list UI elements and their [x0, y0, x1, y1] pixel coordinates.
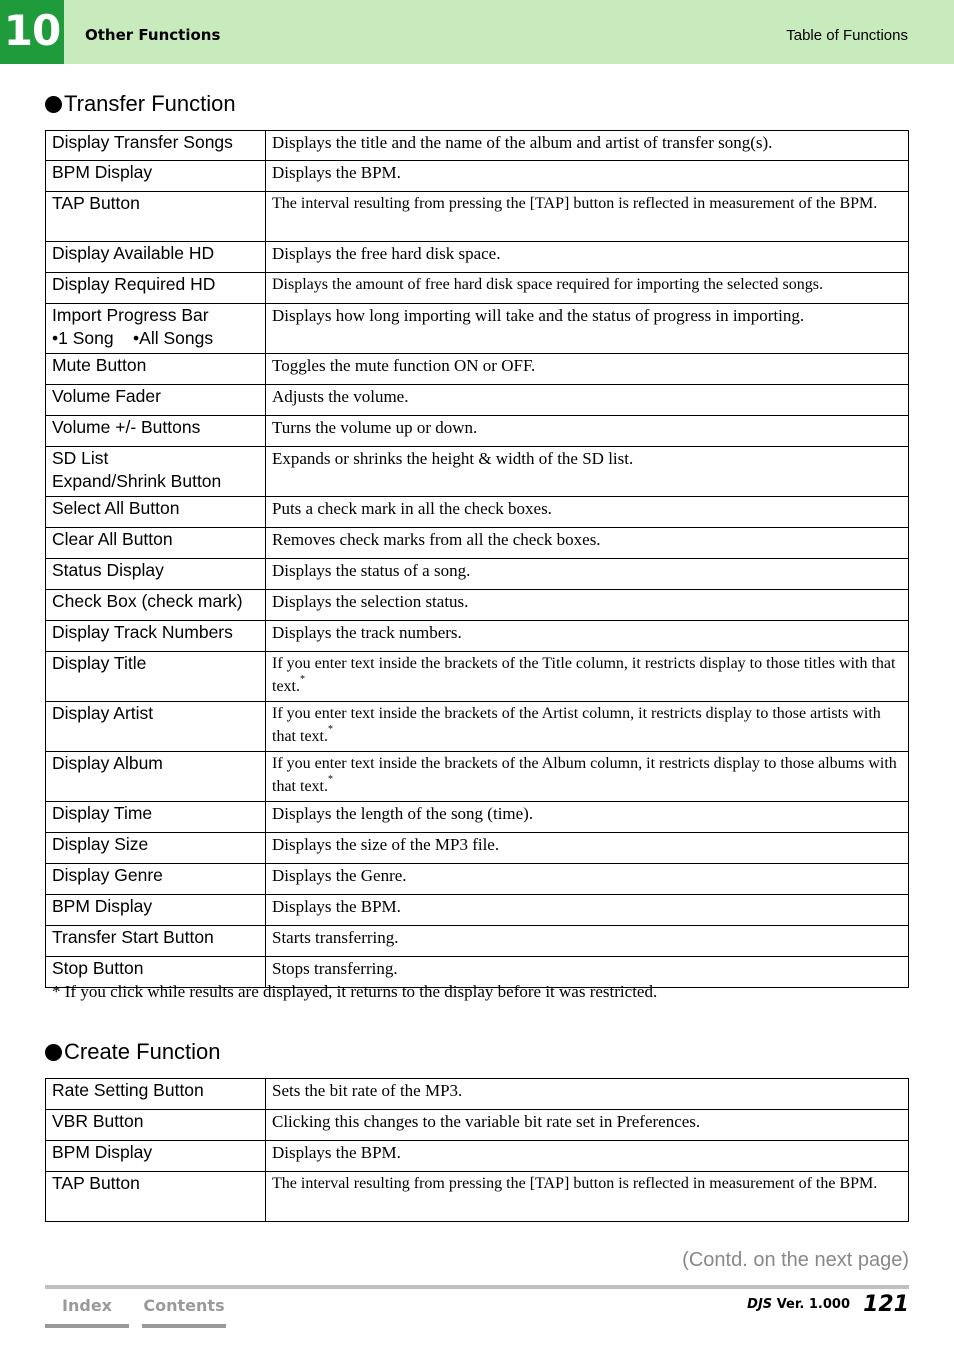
function-name-line2: •1 Song •All Songs	[52, 328, 214, 348]
function-name-cell	[46, 273, 266, 304]
table-row	[46, 926, 909, 957]
function-description: Displays the BPM.	[272, 897, 401, 916]
function-name-cell	[46, 621, 266, 652]
brand-name: DJS	[747, 1297, 773, 1312]
function-description: The interval resulting from pressing the [TAP] button is reflected in measurement of the BPM.	[272, 1175, 878, 1192]
function-description-cell	[266, 590, 909, 621]
function-description: Puts a check mark in all the check boxes.	[272, 499, 552, 518]
function-description-cell	[266, 385, 909, 416]
table-row	[46, 752, 909, 802]
table-row	[46, 447, 909, 497]
function-description: Starts transferring.	[272, 928, 399, 947]
section-link-table-of-functions[interactable]: Table of Functions	[786, 27, 908, 44]
function-description: Displays the Genre.	[272, 866, 407, 885]
function-description-cell	[266, 497, 909, 528]
function-name-cell	[46, 895, 266, 926]
function-name: Rate Setting Button	[52, 1080, 204, 1100]
function-name-cell	[46, 802, 266, 833]
function-description: If you enter text inside the brackets of the Album column, it restricts display to those albums with that text.	[272, 755, 897, 795]
function-description-cell	[266, 131, 909, 161]
function-description: Displays the status of a song.	[272, 561, 471, 580]
function-description-cell	[266, 621, 909, 652]
function-name: BPM Display	[52, 162, 153, 182]
footer-divider	[45, 1285, 909, 1289]
function-name: Display Transfer Songs	[52, 132, 233, 152]
function-description-cell	[266, 1110, 909, 1141]
chapter-number: 10	[0, 0, 64, 64]
function-description: Displays how long importing will take and the status of progress in importing.	[272, 306, 805, 325]
table-row	[46, 621, 909, 652]
version-label	[747, 1297, 850, 1312]
function-description-cell	[266, 1172, 909, 1222]
chapter-title: Other Functions	[85, 26, 221, 44]
create-function-table	[45, 1078, 909, 1222]
footnote-mark: *	[327, 774, 333, 785]
function-name: Display Required HD	[52, 274, 216, 294]
table-row	[46, 497, 909, 528]
table-row	[46, 242, 909, 273]
function-description-cell	[266, 447, 909, 497]
function-description: Expands or shrinks the height & width of the SD list.	[272, 449, 634, 468]
function-name-cell	[46, 652, 266, 702]
function-name-cell	[46, 447, 266, 497]
function-name: BPM Display	[52, 896, 153, 916]
function-description-cell	[266, 1079, 909, 1110]
function-name: Display Genre	[52, 865, 163, 885]
function-description-cell	[266, 304, 909, 354]
function-name: VBR Button	[52, 1111, 144, 1131]
table-row	[46, 1079, 909, 1110]
function-name: Display Track Numbers	[52, 622, 233, 642]
function-name-cell	[46, 242, 266, 273]
function-description: Toggles the mute function ON or OFF.	[272, 356, 536, 375]
bullet-icon	[45, 1044, 62, 1061]
function-description: Removes check marks from all the check boxes.	[272, 530, 601, 549]
function-name: Status Display	[52, 560, 164, 580]
continued-note: (Contd. on the next page)	[682, 1249, 909, 1271]
footnote: * If you click while results are displayed, it returns to the display before it was restricted.	[52, 982, 658, 1001]
transfer-heading-text: Transfer Function	[64, 91, 236, 116]
function-name-cell	[46, 385, 266, 416]
create-section-heading	[45, 1039, 221, 1065]
table-row	[46, 192, 909, 242]
function-name-cell	[46, 926, 266, 957]
function-description-cell	[266, 273, 909, 304]
function-name-cell	[46, 1079, 266, 1110]
function-name: Select All Button	[52, 498, 180, 518]
function-description-cell	[266, 192, 909, 242]
function-description: Adjusts the volume.	[272, 387, 409, 406]
function-name-cell	[46, 1110, 266, 1141]
table-row	[46, 416, 909, 447]
function-name: Check Box (check mark)	[52, 591, 243, 611]
function-name-cell	[46, 497, 266, 528]
table-row	[46, 273, 909, 304]
table-row	[46, 702, 909, 752]
function-description: Displays the size of the MP3 file.	[272, 835, 500, 854]
function-description-cell	[266, 559, 909, 590]
function-description: Sets the bit rate of the MP3.	[272, 1081, 463, 1100]
transfer-section-heading	[45, 91, 236, 117]
function-description: Displays the BPM.	[272, 1143, 401, 1162]
function-description-cell	[266, 752, 909, 802]
function-description: Displays the title and the name of the album and artist of transfer song(s).	[272, 133, 773, 152]
function-description: The interval resulting from pressing the [TAP] button is reflected in measurement of the BPM.	[272, 195, 878, 212]
function-description-cell	[266, 926, 909, 957]
table-row	[46, 1172, 909, 1222]
function-name-cell	[46, 304, 266, 354]
function-name: Display Time	[52, 803, 153, 823]
table-row	[46, 1141, 909, 1172]
function-description: Stops transferring.	[272, 959, 398, 978]
version-number: Ver. 1.000	[776, 1297, 850, 1312]
function-name-cell	[46, 1172, 266, 1222]
function-description-cell	[266, 833, 909, 864]
function-description-cell	[266, 354, 909, 385]
table-row	[46, 1110, 909, 1141]
function-name: Volume Fader	[52, 386, 161, 406]
function-description: Displays the track numbers.	[272, 623, 462, 642]
function-description-cell	[266, 702, 909, 752]
function-description-cell	[266, 161, 909, 192]
function-name: Clear All Button	[52, 529, 173, 549]
page-header	[0, 0, 954, 64]
function-name: Volume +/- Buttons	[52, 417, 201, 437]
function-description: Displays the BPM.	[272, 163, 401, 182]
table-row	[46, 864, 909, 895]
page-number: 121	[863, 1292, 909, 1317]
function-name-cell	[46, 702, 266, 752]
function-name: Display Album	[52, 753, 163, 773]
function-name: Display Available HD	[52, 243, 215, 263]
function-description-cell	[266, 416, 909, 447]
function-name-cell	[46, 559, 266, 590]
table-row	[46, 385, 909, 416]
function-description-cell	[266, 652, 909, 702]
function-description-cell	[266, 1141, 909, 1172]
function-name: SD List	[52, 448, 109, 468]
function-description-cell	[266, 528, 909, 559]
table-row	[46, 833, 909, 864]
table-row	[46, 161, 909, 192]
index-button[interactable]: Index	[45, 1293, 129, 1328]
table-row	[46, 131, 909, 161]
function-name-cell	[46, 354, 266, 385]
function-description: Clicking this changes to the variable bit rate set in Preferences.	[272, 1112, 701, 1131]
footnote-mark: *	[327, 724, 333, 735]
function-name-cell	[46, 416, 266, 447]
function-name: TAP Button	[52, 193, 140, 213]
function-name: Mute Button	[52, 355, 147, 375]
function-name: Import Progress Bar	[52, 305, 209, 325]
function-name: BPM Display	[52, 1142, 153, 1162]
create-heading-text: Create Function	[64, 1039, 221, 1064]
function-name-cell	[46, 192, 266, 242]
transfer-function-table	[45, 130, 909, 988]
function-description-cell	[266, 242, 909, 273]
function-name-line2: Expand/Shrink Button	[52, 471, 222, 491]
table-row	[46, 528, 909, 559]
footnote-mark: *	[300, 674, 305, 685]
function-description-cell	[266, 802, 909, 833]
function-name-cell	[46, 752, 266, 802]
function-description-cell	[266, 864, 909, 895]
function-name: Display Size	[52, 834, 149, 854]
function-description: If you enter text inside the brackets of the Title column, it restricts display to those titles with that text.	[272, 655, 896, 695]
function-description: Displays the length of the song (time).	[272, 804, 534, 823]
table-row	[46, 304, 909, 354]
table-row	[46, 895, 909, 926]
table-row	[46, 590, 909, 621]
contents-button[interactable]: Contents	[142, 1293, 226, 1328]
function-name-cell	[46, 590, 266, 621]
function-name-cell	[46, 864, 266, 895]
table-row	[46, 802, 909, 833]
function-name-cell	[46, 161, 266, 192]
function-name: Transfer Start Button	[52, 927, 214, 947]
function-description: Displays the amount of free hard disk space required for importing the selected songs.	[272, 276, 823, 293]
function-description: Turns the volume up or down.	[272, 418, 478, 437]
bullet-icon	[45, 96, 62, 113]
function-name-cell	[46, 528, 266, 559]
function-description-cell	[266, 895, 909, 926]
function-name: Display Artist	[52, 703, 154, 723]
function-name-cell	[46, 833, 266, 864]
function-name: TAP Button	[52, 1173, 140, 1193]
function-description: Displays the selection status.	[272, 592, 469, 611]
function-name: Display Title	[52, 653, 147, 673]
function-name-cell	[46, 131, 266, 161]
function-name-cell	[46, 1141, 266, 1172]
table-row	[46, 652, 909, 702]
function-name: Stop Button	[52, 958, 144, 978]
table-row	[46, 354, 909, 385]
table-row	[46, 559, 909, 590]
function-description: Displays the free hard disk space.	[272, 244, 501, 263]
function-description: If you enter text inside the brackets of the Artist column, it restricts display to those artists with that text.	[272, 705, 881, 745]
